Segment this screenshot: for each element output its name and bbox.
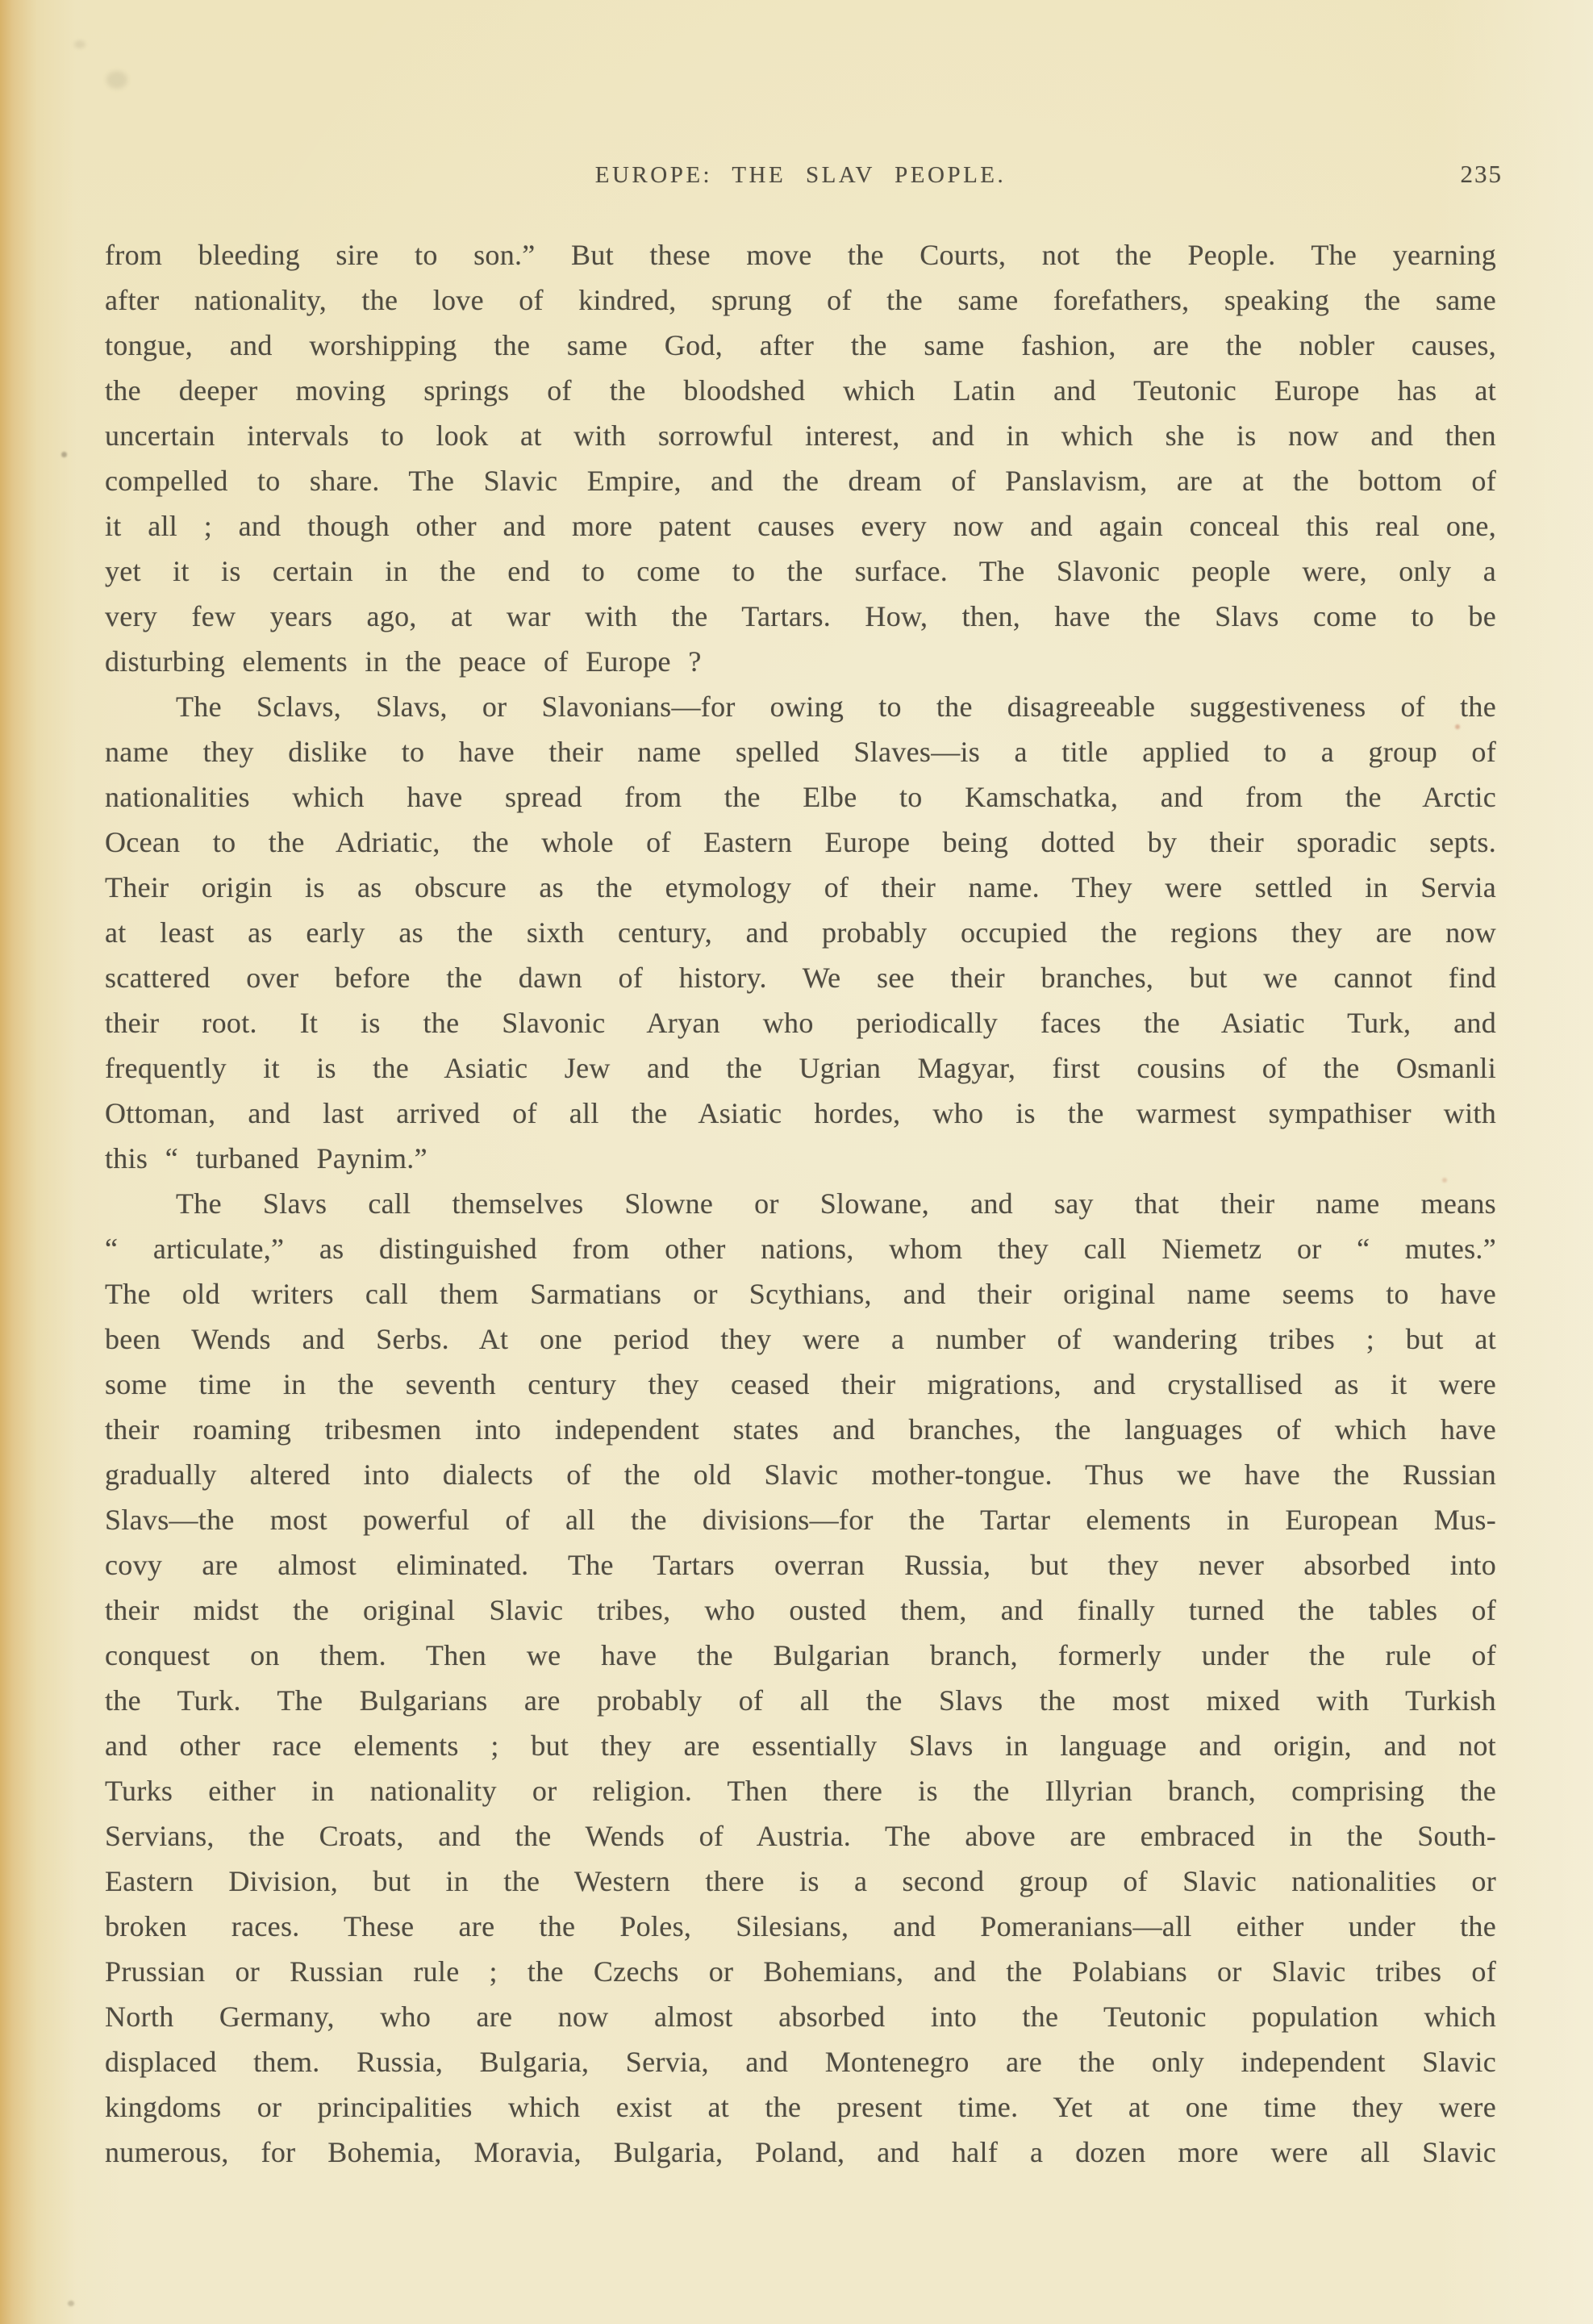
text-line: their midst the original Slavic tribes, who ousted them, and finally turned the tables of: [105, 1594, 1496, 1626]
paper-speck: [61, 452, 67, 457]
text-line: their roaming tribesmen into independent states and branches, the languages of which have: [105, 1413, 1496, 1446]
paper-speck: [68, 2301, 74, 2306]
text-line: The Slavs call themselves Slowne or Slowane, and say that their name means: [176, 1187, 1496, 1220]
text-line: at least as early as the sixth century, and probably occupied the regions they are now: [105, 916, 1496, 949]
text-line: gradually altered into dialects of the old Slavic mother-tongue. Thus we have the Russian: [105, 1458, 1496, 1491]
text-line: the Turk. The Bulgarians are probably of all the Slavs the most mixed with Turkish: [105, 1684, 1496, 1717]
paragraph: [105, 684, 1496, 1181]
text-line: displaced them. Russia, Bulgaria, Servia, and Montenegro are the only independent Slavic: [105, 2046, 1496, 2078]
text-line: Turks either in nationality or religion. Then there is the Illyrian branch, comprising the: [105, 1775, 1496, 1807]
body-text: [105, 232, 1496, 2175]
text-line: kingdoms or principalities which exist at the present time. Yet at one time they were: [105, 2091, 1496, 2123]
text-line: nationalities which have spread from the Elbe to Kamschatka, and from the Arctic: [105, 781, 1496, 813]
text-line: from bleeding sire to son.” But these move the Courts, not the People. The yearning: [105, 239, 1496, 271]
text-line: disturbing elements in the peace of Europe ?: [105, 645, 702, 678]
text-line: their root. It is the Slavonic Aryan who periodically faces the Asiatic Turk, and: [105, 1007, 1496, 1039]
text-line: scattered over before the dawn of history. We see their branches, but we cannot find: [105, 962, 1496, 994]
paragraph: [105, 232, 1496, 684]
paper-speck: [106, 71, 127, 89]
text-line: covy are almost eliminated. The Tartars overran Russia, but they never absorbed into: [105, 1549, 1496, 1581]
text-line: yet it is certain in the end to come to the surface. The Slavonic people were, only a: [105, 555, 1496, 587]
text-line: compelled to share. The Slavic Empire, and the dream of Panslavism, are at the bottom of: [105, 465, 1496, 497]
text-line: very few years ago, at war with the Tartars. How, then, have the Slavs come to be: [105, 600, 1496, 632]
text-line: Servians, the Croats, and the Wends of Austria. The above are embraced in the South-: [105, 1820, 1496, 1852]
text-line: The Sclavs, Slavs, or Slavonians—for owing to the disagreeable suggestiveness of the: [176, 691, 1496, 723]
text-line: broken races. These are the Poles, Silesians, and Pomeranians—all either under the: [105, 1910, 1496, 1942]
paragraph: [105, 1181, 1496, 2175]
text-line: name they dislike to have their name spelled Slaves—is a title applied to a group of: [105, 736, 1496, 768]
text-line: some time in the seventh century they ceased their migrations, and crystallised as it were: [105, 1368, 1496, 1400]
text-line: Slavs—the most powerful of all the divisions—for the Tartar elements in European Mus-: [105, 1504, 1496, 1536]
text-line: and other race elements ; but they are essentially Slavs in language and origin, and not: [105, 1729, 1496, 1762]
paper-speck: [74, 40, 85, 48]
running-title: EUROPE: THE SLAV PEOPLE.: [594, 162, 1007, 188]
text-line: “ articulate,” as distinguished from other nations, whom they call Niemetz or “ mutes.”: [105, 1233, 1496, 1265]
text-line: conquest on them. Then we have the Bulgarian branch, formerly under the rule of: [105, 1639, 1496, 1671]
text-line: frequently it is the Asiatic Jew and the Ugrian Magyar, first cousins of the Osmanli: [105, 1052, 1496, 1084]
text-line: uncertain intervals to look at with sorrowful interest, and in which she is now and then: [105, 419, 1496, 452]
text-line: North Germany, who are now almost absorbed into the Teutonic population which: [105, 2001, 1496, 2033]
page-number: 235: [1460, 160, 1503, 188]
text-line: Eastern Division, but in the Western there is a second group of Slavic nationalities or: [105, 1865, 1496, 1897]
text-line: Prussian or Russian rule ; the Czechs or Bohemians, and the Polabians or Slavic tribes of: [105, 1955, 1496, 1988]
text-line: tongue, and worshipping the same God, after the same fashion, are the nobler causes,: [105, 329, 1496, 361]
text-line: the deeper moving springs of the bloodshed which Latin and Teutonic Europe has at: [105, 374, 1496, 407]
text-line: after nationality, the love of kindred, sprung of the same forefathers, speaking the same: [105, 284, 1496, 316]
text-line: this “ turbaned Paynim.”: [105, 1142, 427, 1175]
text-line: Their origin is as obscure as the etymology of their name. They were settled in Servia: [105, 871, 1496, 903]
text-line: it all ; and though other and more patent causes every now and again conceal this real one,: [105, 510, 1496, 542]
text-line: Ocean to the Adriatic, the whole of Eastern Europe being dotted by their sporadic septs.: [105, 826, 1496, 858]
text-line: been Wends and Serbs. At one period they were a number of wandering tribes ; but at: [105, 1323, 1496, 1355]
text-line: The old writers call them Sarmatians or Scythians, and their original name seems to have: [105, 1278, 1496, 1310]
text-line: numerous, for Bohemia, Moravia, Bulgaria, Poland, and half a dozen more were all Slavic: [105, 2136, 1496, 2168]
text-line: Ottoman, and last arrived of all the Asiatic hordes, who is the warmest sympathiser with: [105, 1097, 1496, 1129]
